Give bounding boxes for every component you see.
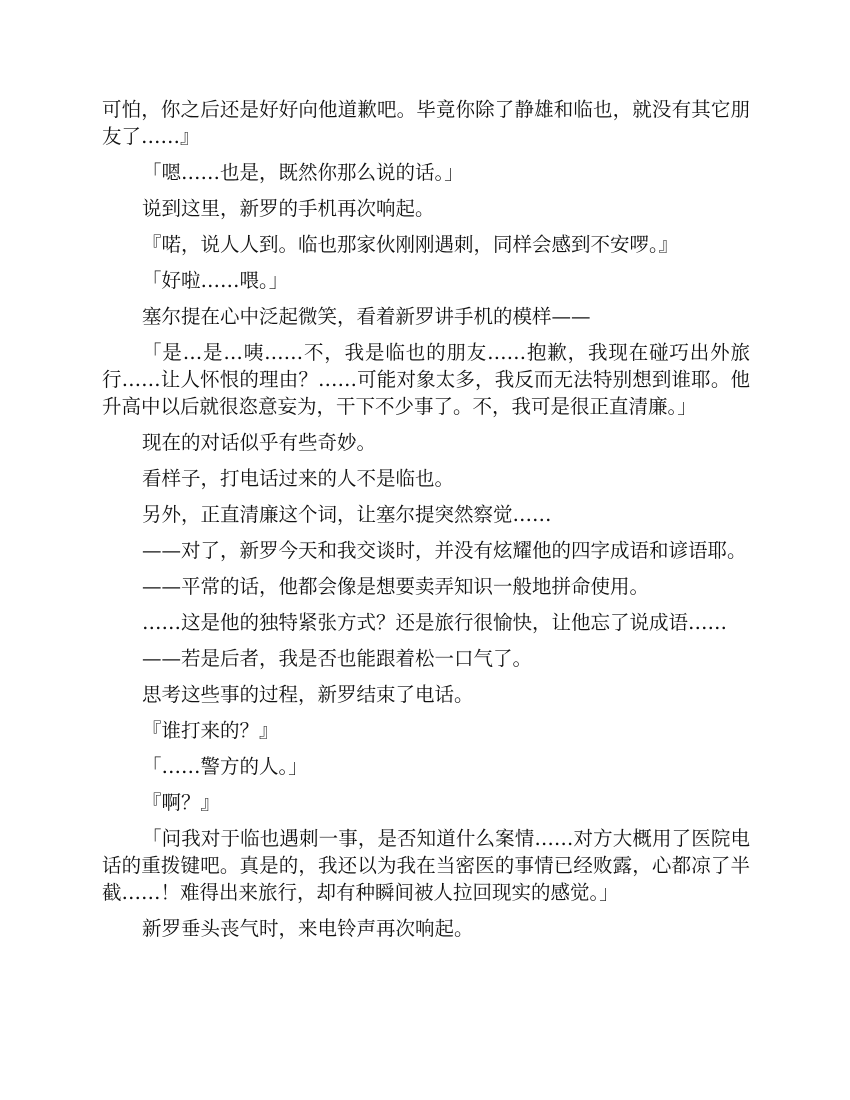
paragraph: 塞尔提在心中泛起微笑，看着新罗讲手机的模样—— [142, 305, 591, 328]
paragraph: ——若是后者，我是否也能跟着松一口气了。 [142, 647, 533, 670]
paragraph: ——对了，新罗今天和我交谈时，并没有炫耀他的四字成语和谚语耶。 [142, 539, 747, 562]
paragraph: 现在的对话似乎有些奇妙。 [142, 431, 377, 454]
body-text [102, 96, 750, 951]
paragraph: 「嗯……也是，既然你那么说的话。」 [142, 161, 464, 184]
paragraph: 另外，正直清廉这个词，让塞尔提突然察觉…… [142, 503, 552, 526]
paragraph: 『谁打来的？』 [142, 719, 279, 742]
paragraph: 看样子，打电话过来的人不是临也。 [142, 467, 455, 490]
paragraph: 「问我对于临也遇刺一事，是否知道什么案情……对方大概用了医院电话的重拨键吧。真是的，我还以为我在当密医的事情已经败露，心都凉了半截……！难得出来旅行，却有种瞬间被人拉回现实的感觉。」 [102, 827, 750, 904]
paragraph: 说到这里，新罗的手机再次响起。 [142, 197, 435, 220]
paragraph: 可怕，你之后还是好好向他道歉吧。毕竟你除了静雄和临也，就没有其它朋友了……』 [102, 98, 750, 148]
paragraph: 『啊？』 [142, 791, 221, 814]
paragraph: ……这是他的独特紧张方式？还是旅行很愉快，让他忘了说成语…… [142, 611, 728, 634]
paragraph: 新罗垂头丧气时，来电铃声再次响起。 [142, 917, 474, 940]
paragraph: 「是…是…咦……不，我是临也的朋友……抱歉，我现在碰巧出外旅行……让人怀恨的理由？……可能对象太多，我反而无法特别想到谁耶。他升高中以后就很恣意妄为，干下不少事了。不，我可是很正直清廉。」 [102, 341, 750, 418]
paragraph: ——平常的话，他都会像是想要卖弄知识一般地拼命使用。 [142, 575, 650, 598]
paragraph: 思考这些事的过程，新罗结束了电话。 [142, 683, 474, 706]
paragraph: 『喏，说人人到。临也那家伙刚刚遇刺，同样会感到不安啰。』 [142, 233, 679, 256]
paragraph: 「好啦……喂。」 [142, 269, 289, 292]
paragraph: 「……警方的人。」 [142, 755, 308, 778]
